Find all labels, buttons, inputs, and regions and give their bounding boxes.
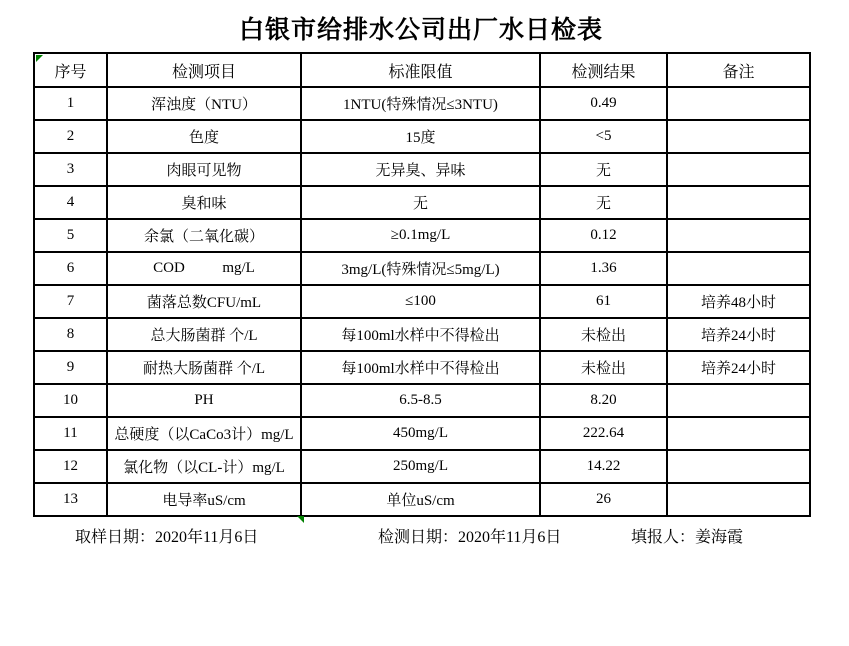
table-row: [34, 483, 810, 516]
remark-cell: [667, 219, 810, 252]
header-cell-standard: 标准限值: [301, 53, 540, 87]
sample-date-text: 取样日期：2020年11月6日: [75, 529, 259, 546]
item-name-cell: 臭和味: [107, 186, 301, 219]
table-row: [34, 120, 810, 153]
result-value-cell: 未检出: [540, 318, 667, 351]
standard-value-cell: 3mg/L(特殊情况≤5mg/L): [301, 252, 540, 285]
item-name-cell: 耐热大肠菌群 个/L: [107, 351, 301, 384]
table-row: [34, 153, 810, 186]
row-number-cell: 8: [34, 318, 107, 351]
row-number-cell: 1: [34, 87, 107, 120]
cell-error-indicator-icon: [297, 516, 304, 523]
standard-value-cell: 450mg/L: [301, 417, 540, 450]
row-number-cell: 7: [34, 285, 107, 318]
item-name-cell: 电导率uS/cm: [107, 483, 301, 516]
result-value-cell: 0.49: [540, 87, 667, 120]
reporter-text: 填报人：姜海霞: [631, 529, 744, 546]
test-date-text: 检测日期：2020年11月6日: [378, 529, 562, 546]
table-row: [34, 450, 810, 483]
item-name-cell: 色度: [107, 120, 301, 153]
row-number-cell: 10: [34, 384, 107, 417]
item-name-cell: 菌落总数CFU/mL: [107, 285, 301, 318]
row-number-cell: 13: [34, 483, 107, 516]
header-cell-result: 检测结果: [540, 53, 667, 87]
header-row: [34, 53, 810, 87]
row-number-cell: 3: [34, 153, 107, 186]
remark-cell: [667, 252, 810, 285]
table-header: [34, 53, 810, 87]
inspection-table: [33, 52, 811, 517]
table-row: [34, 186, 810, 219]
table-row: [34, 87, 810, 120]
table-row: [34, 351, 810, 384]
result-value-cell: 无: [540, 153, 667, 186]
table-row: [34, 318, 810, 351]
remark-cell: [667, 186, 810, 219]
item-name-cell: 总大肠菌群 个/L: [107, 318, 301, 351]
standard-value-cell: 每100ml水样中不得检出: [301, 351, 540, 384]
result-value-cell: 14.22: [540, 450, 667, 483]
result-value-cell: 222.64: [540, 417, 667, 450]
remark-cell: 培养48小时: [667, 285, 810, 318]
item-name-cell: 氯化物（以CL-计）mg/L: [107, 450, 301, 483]
standard-value-cell: ≥0.1mg/L: [301, 219, 540, 252]
item-name-cell: 总硬度（以CaCo3计）mg/L: [107, 417, 301, 450]
result-value-cell: 61: [540, 285, 667, 318]
row-number-cell: 9: [34, 351, 107, 384]
table-body: [34, 87, 810, 516]
row-number-cell: 11: [34, 417, 107, 450]
result-value-cell: 无: [540, 186, 667, 219]
remark-cell: [667, 87, 810, 120]
result-value-cell: 8.20: [540, 384, 667, 417]
remark-cell: [667, 153, 810, 186]
standard-value-cell: 250mg/L: [301, 450, 540, 483]
row-number-cell: 6: [34, 252, 107, 285]
result-value-cell: 1.36: [540, 252, 667, 285]
item-name-cell: 肉眼可见物: [107, 153, 301, 186]
standard-value-cell: 无异臭、异味: [301, 153, 540, 186]
standard-value-cell: ≤100: [301, 285, 540, 318]
item-name-cell: 浑浊度（NTU）: [107, 87, 301, 120]
standard-value-cell: 15度: [301, 120, 540, 153]
header-cell-item: 检测项目: [107, 53, 301, 87]
table-row: [34, 219, 810, 252]
standard-value-cell: 每100ml水样中不得检出: [301, 318, 540, 351]
remark-cell: [667, 483, 810, 516]
item-name-cell: 余氯（二氧化碳）: [107, 219, 301, 252]
row-number-cell: 12: [34, 450, 107, 483]
table-row: [34, 384, 810, 417]
result-value-cell: 0.12: [540, 219, 667, 252]
row-number-cell: 4: [34, 186, 107, 219]
remark-cell: 培养24小时: [667, 318, 810, 351]
page-title: 白银市给排水公司出厂水日检表: [238, 17, 603, 44]
table-row: [34, 252, 810, 285]
result-value-cell: 未检出: [540, 351, 667, 384]
cell-error-indicator-icon: [36, 55, 43, 62]
standard-value-cell: 1NTU(特殊情况≤3NTU): [301, 87, 540, 120]
row-number-cell: 5: [34, 219, 107, 252]
standard-value-cell: 6.5-8.5: [301, 384, 540, 417]
footer: [0, 524, 849, 550]
remark-cell: 培养24小时: [667, 351, 810, 384]
standard-value-cell: 无: [301, 186, 540, 219]
result-value-cell: <5: [540, 120, 667, 153]
header-cell-remark: 备注: [667, 53, 810, 87]
result-value-cell: 26: [540, 483, 667, 516]
item-name-cell: PH: [107, 384, 301, 417]
row-number-cell: 2: [34, 120, 107, 153]
remark-cell: [667, 450, 810, 483]
header-cell-no: 序号: [34, 53, 107, 87]
remark-cell: [667, 417, 810, 450]
table-row: [34, 417, 810, 450]
item-name-cell: COD mg/L: [107, 252, 301, 285]
standard-value-cell: 单位uS/cm: [301, 483, 540, 516]
remark-cell: [667, 384, 810, 417]
remark-cell: [667, 120, 810, 153]
table-row: [34, 285, 810, 318]
